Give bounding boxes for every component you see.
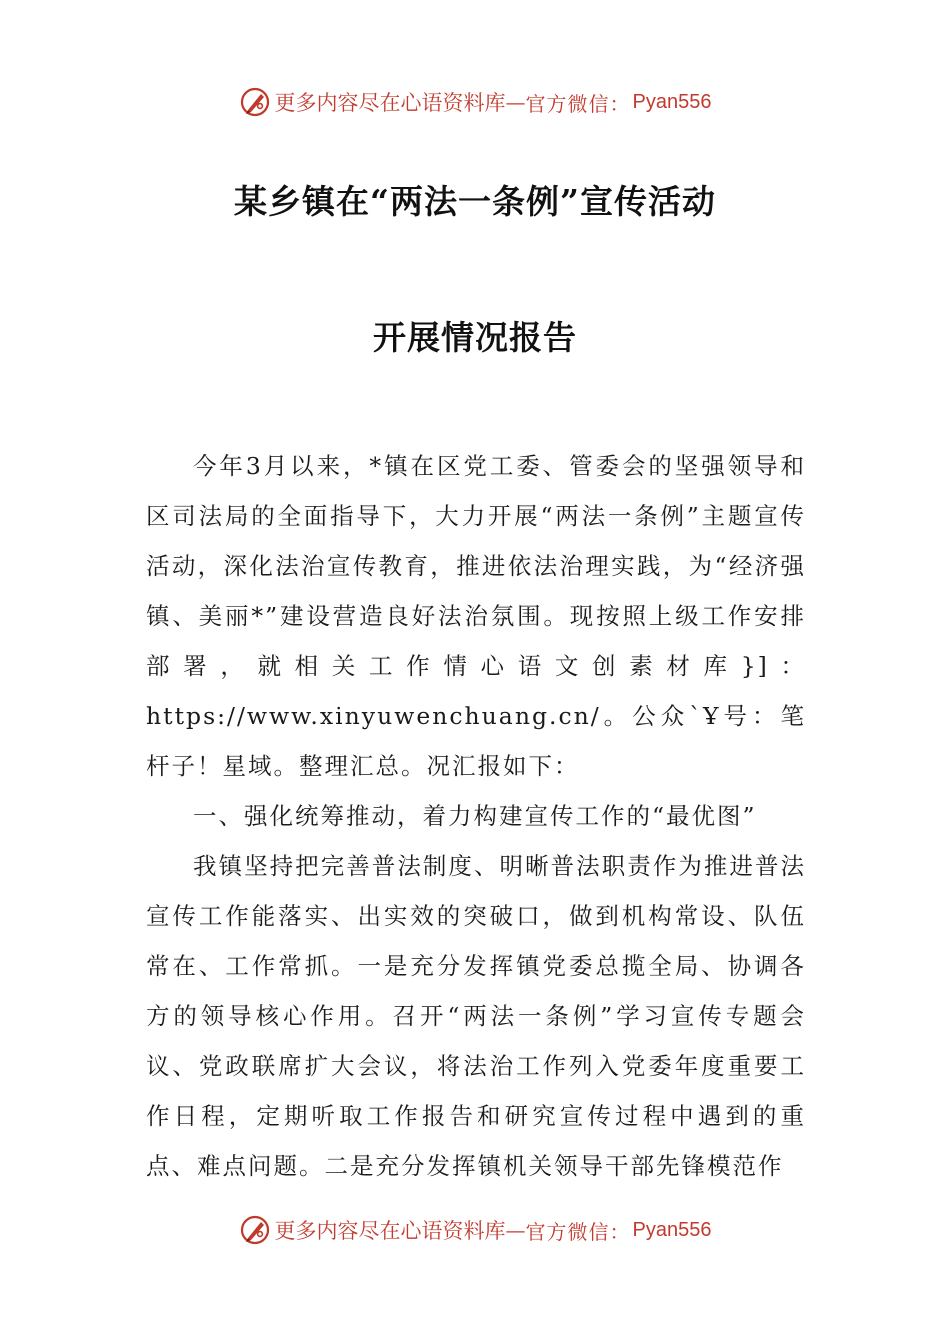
doc-body xyxy=(146,441,806,1191)
pen-logo-icon xyxy=(239,86,271,118)
doc-title-line2: 开展情况报告 xyxy=(373,318,577,357)
paragraph-intro: 今年3月以来，*镇在区党工委、管委会的坚强领导和区司法局的全面指导下，大力开展“两法一条例”主题宣传活动，深化法治宣传教育，推进依法治理实践，为“经济强镇、美丽*”建设营造良好法治氛围。现按照上级工作安排部署，就相关工作情心语文创素材库}]：https://www.xinyuwenchuang.cn/。公众`Ұ号：笔杆子！星域。整理汇总。况汇报如下： xyxy=(146,452,806,780)
banner-site-name: 更多内容尽在心语资料库 xyxy=(274,91,506,115)
banner-site-name: 更多内容尽在心语资料库 xyxy=(274,1219,506,1243)
paragraph-section-1: 我镇坚持把完善普法制度、明晰普法职责作为推进普法宣传工作能落实、出实效的突破口，做到机构常设、队伍常在、工作常抓。一是充分发挥镇党委总揽全局、协调各方的领导核心作用。召开“两法一条例”学习宣传专题会议、党政联席扩大会议，将法治工作列入党委年度重要工作日程，定期听取工作报告和研究宣传过程中遇到的重点、难点问题。二是充分发挥镇机关领导干部先锋模范作 xyxy=(146,852,806,1180)
pen-logo-icon xyxy=(239,1214,271,1246)
section-heading-1: 一、强化统筹推动，着力构建宣传工作的“最优图” xyxy=(193,802,757,830)
banner-dash: — xyxy=(505,90,526,114)
header-banner xyxy=(0,84,950,120)
banner-dash: — xyxy=(505,1218,526,1242)
footer-banner xyxy=(0,1212,950,1248)
doc-title-line1: 某乡镇在“两法一条例”宣传活动 xyxy=(234,182,716,221)
banner-wechat-id: Pyan556 xyxy=(632,1218,712,1241)
banner-wechat-label: 官方微信： xyxy=(525,1219,631,1244)
banner-wechat-label: 官方微信： xyxy=(525,91,631,116)
banner-wechat-id: Pyan556 xyxy=(632,90,712,113)
